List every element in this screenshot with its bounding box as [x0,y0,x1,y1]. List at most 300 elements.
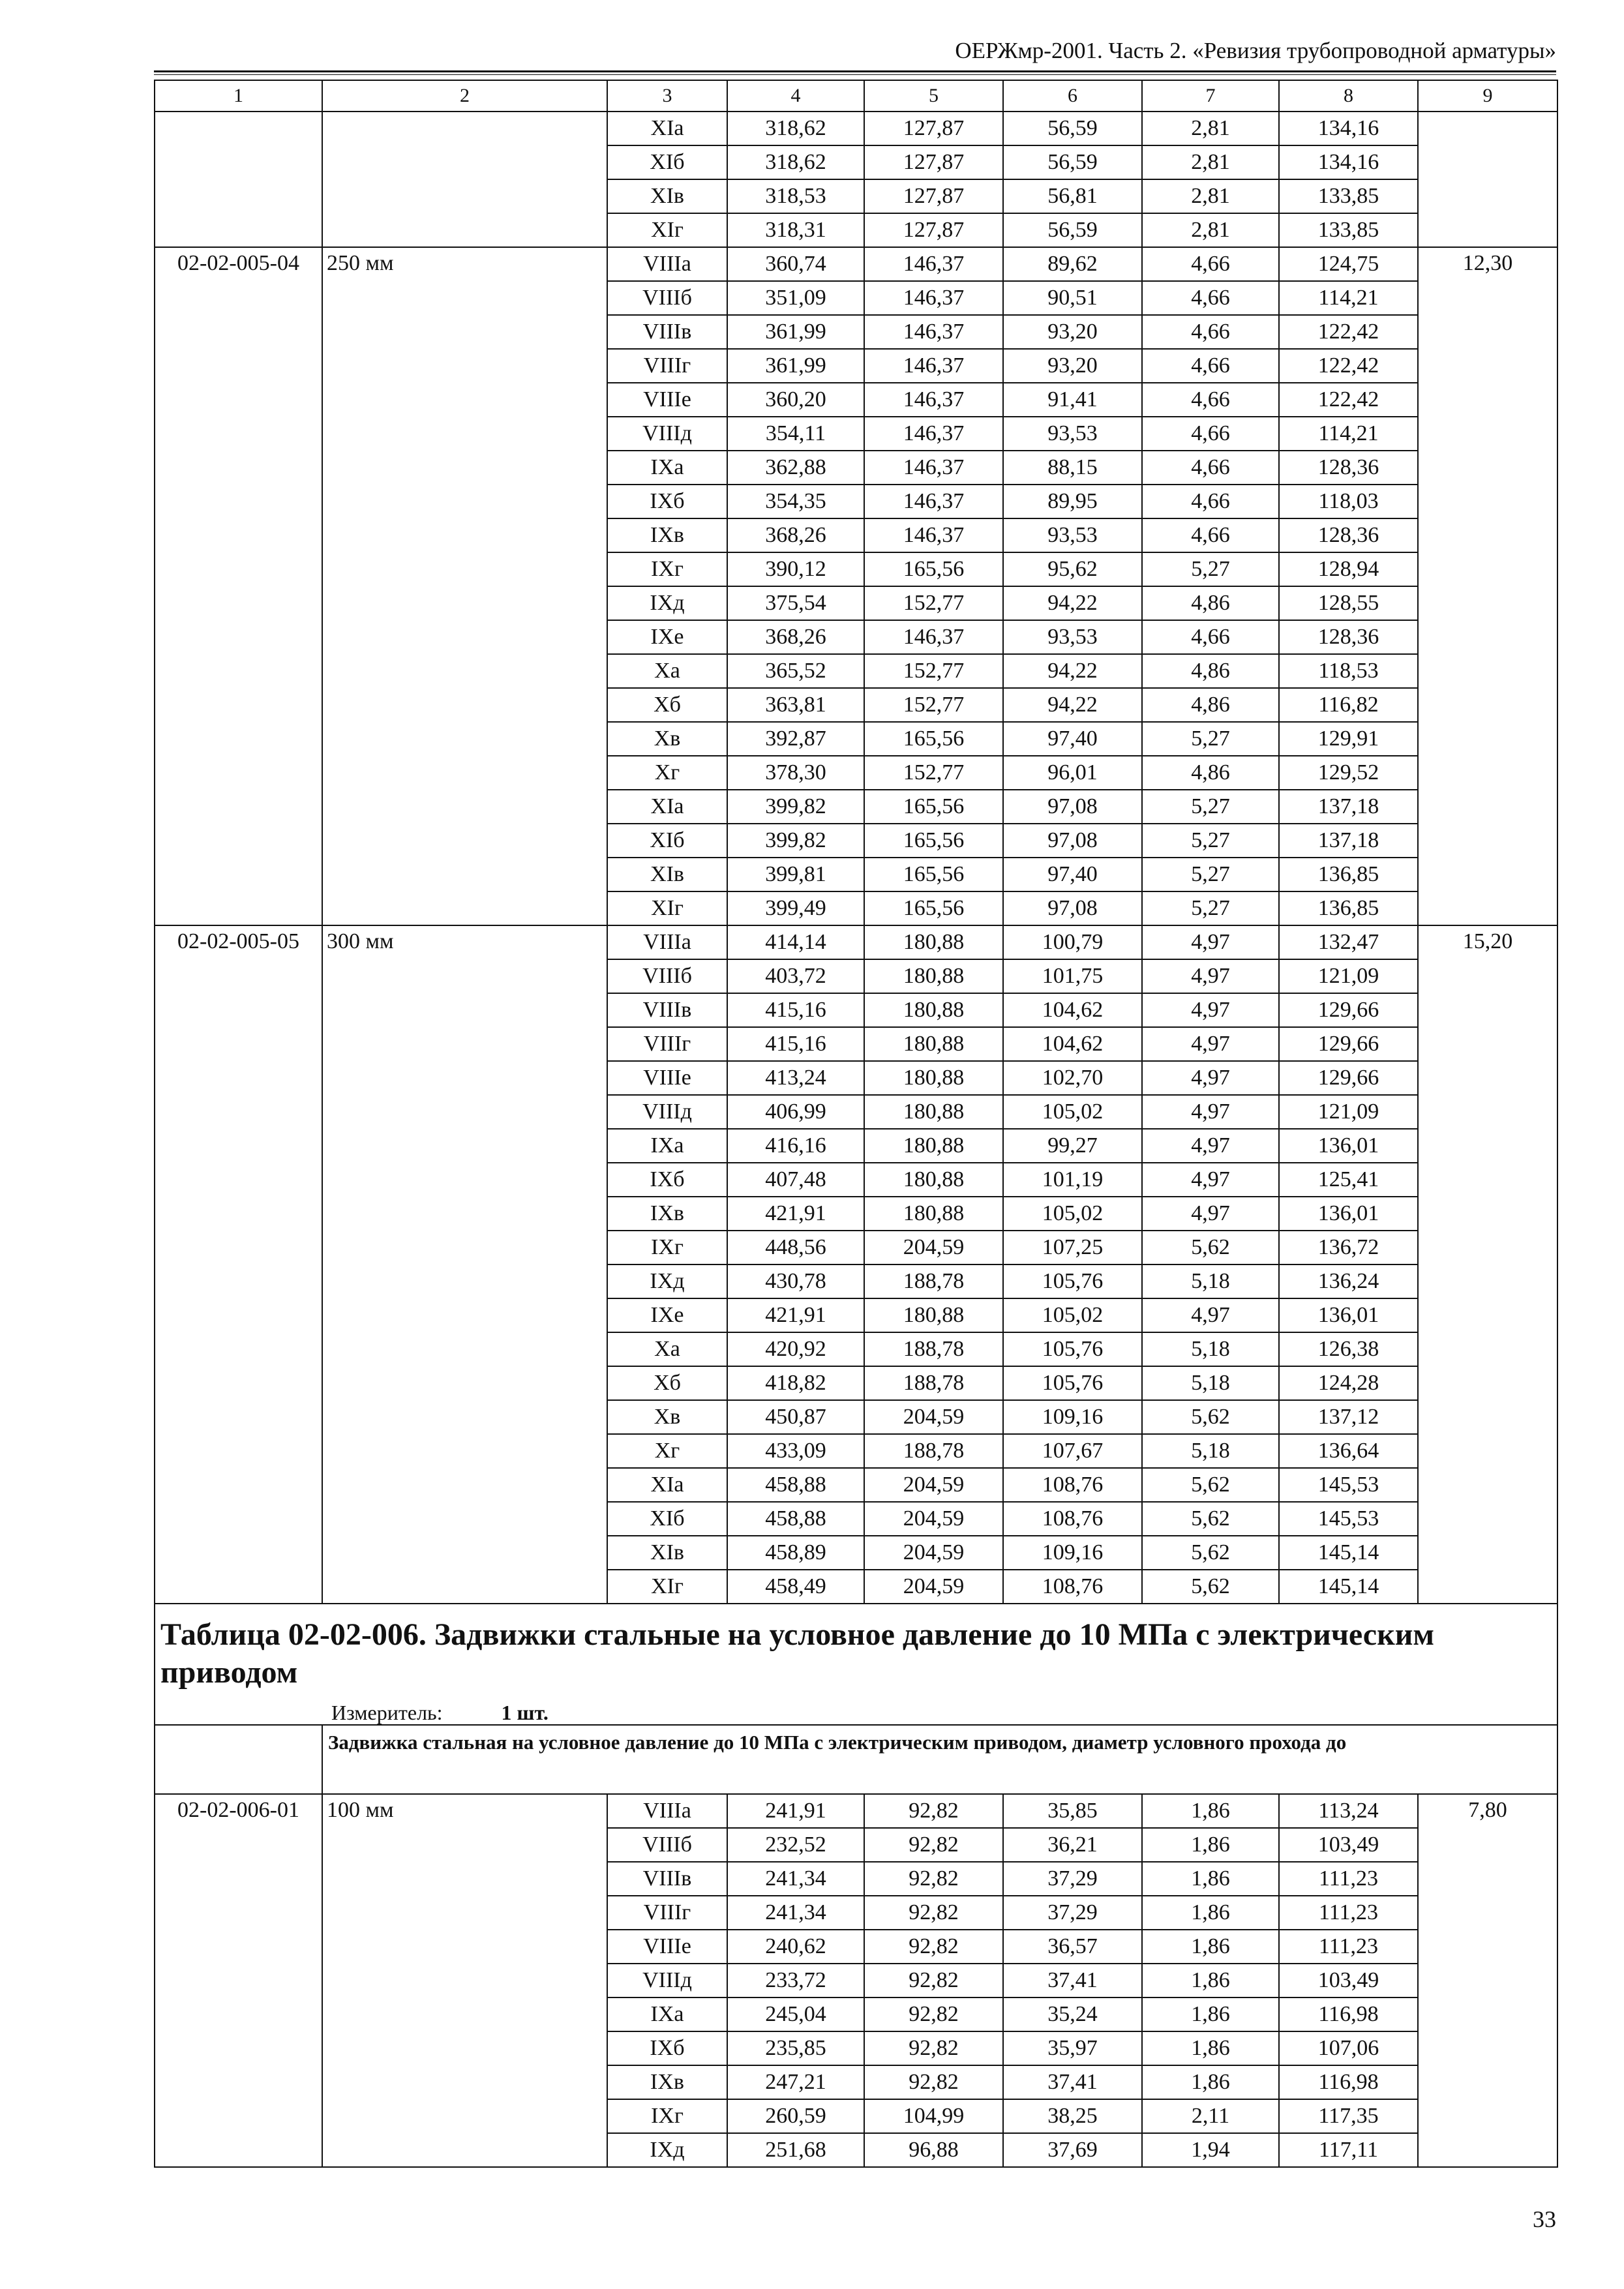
value-cell: 101,75 [1003,959,1142,993]
zone-cell: VIIIб [607,959,727,993]
zone-cell: XIг [607,213,727,247]
value-cell: 38,25 [1003,2099,1142,2133]
value-cell: 101,19 [1003,1163,1142,1197]
value-cell: 122,42 [1279,349,1418,383]
labor-rate: 7,80 [1418,1794,1557,2167]
value-cell: 152,77 [864,688,1003,722]
value-cell: 94,22 [1003,688,1142,722]
value-cell: 93,20 [1003,315,1142,349]
zone-cell: VIIIд [607,1095,727,1129]
value-cell: 104,62 [1003,1027,1142,1061]
zone-cell: VIIIа [607,247,727,281]
value-cell: 4,97 [1142,1027,1279,1061]
value-cell: 2,81 [1142,179,1279,213]
value-cell: 129,91 [1279,722,1418,756]
value-cell: 180,88 [864,1095,1003,1129]
column-number-row [155,80,1557,112]
value-cell: 5,62 [1142,1468,1279,1502]
value-cell: 145,14 [1279,1570,1418,1604]
value-cell: 136,01 [1279,1197,1418,1231]
value-cell: 36,21 [1003,1828,1142,1862]
value-cell: 105,02 [1003,1095,1142,1129]
value-cell: 5,27 [1142,858,1279,891]
rates-table [154,80,1558,2168]
column-number: 1 [155,80,322,112]
zone-cell: IXб [607,1163,727,1197]
zone-cell: IXа [607,1997,727,2031]
value-cell: 5,27 [1142,722,1279,756]
value-cell: 4,66 [1142,417,1279,451]
value-cell: 251,68 [727,2133,864,2167]
value-cell: 399,82 [727,790,864,824]
value-cell: 188,78 [864,1264,1003,1298]
description-spacer [155,1725,322,1794]
value-cell: 37,41 [1003,2065,1142,2099]
table-row [155,247,1557,281]
zone-cell: VIIIг [607,1027,727,1061]
zone-cell: IXд [607,2133,727,2167]
value-cell: 4,97 [1142,1061,1279,1095]
value-cell: 363,81 [727,688,864,722]
value-cell: 102,70 [1003,1061,1142,1095]
value-cell: 180,88 [864,925,1003,959]
value-cell: 97,08 [1003,824,1142,858]
zone-cell: IXв [607,1197,727,1231]
value-cell: 118,53 [1279,654,1418,688]
value-cell: 4,97 [1142,993,1279,1027]
value-cell: 378,30 [727,756,864,790]
value-cell: 4,66 [1142,485,1279,518]
value-cell: 204,59 [864,1502,1003,1536]
zone-cell: IXб [607,2031,727,2065]
work-description: Задвижка стальная на условное давление до 10 МПа с электрическим приводом, диаметр условного прохода до [322,1725,1557,1794]
value-cell: 127,87 [864,179,1003,213]
value-cell: 56,59 [1003,213,1142,247]
value-cell: 5,27 [1142,824,1279,858]
value-cell: 448,56 [727,1231,864,1264]
value-cell: 2,11 [1142,2099,1279,2133]
value-cell: 4,97 [1142,959,1279,993]
value-cell: 92,82 [864,1828,1003,1862]
norm-code [155,112,322,247]
zone-cell: VIIIв [607,993,727,1027]
value-cell: 146,37 [864,485,1003,518]
value-cell: 103,49 [1279,1964,1418,1997]
value-cell: 318,31 [727,213,864,247]
value-cell: 235,85 [727,2031,864,2065]
zone-cell: VIIIб [607,1828,727,1862]
value-cell: 233,72 [727,1964,864,1997]
value-cell: 390,12 [727,552,864,586]
value-cell: 403,72 [727,959,864,993]
value-cell: 152,77 [864,654,1003,688]
zone-cell: Xа [607,1332,727,1366]
value-cell: 37,41 [1003,1964,1142,1997]
value-cell: 145,53 [1279,1468,1418,1502]
value-cell: 368,26 [727,518,864,552]
zone-cell: IXв [607,518,727,552]
value-cell: 128,36 [1279,518,1418,552]
value-cell: 180,88 [864,1129,1003,1163]
value-cell: 204,59 [864,1231,1003,1264]
value-cell: 360,74 [727,247,864,281]
value-cell: 4,97 [1142,925,1279,959]
value-cell: 458,88 [727,1502,864,1536]
zone-cell: IXа [607,1129,727,1163]
norm-code: 02-02-005-05 [155,925,322,1604]
value-cell: 122,42 [1279,383,1418,417]
value-cell: 129,66 [1279,1061,1418,1095]
value-cell: 5,62 [1142,1231,1279,1264]
value-cell: 1,86 [1142,1862,1279,1896]
value-cell: 88,15 [1003,451,1142,485]
value-cell: 204,59 [864,1536,1003,1570]
value-cell: 37,69 [1003,2133,1142,2167]
value-cell: 4,86 [1142,654,1279,688]
zone-cell: XIа [607,790,727,824]
value-cell: 121,09 [1279,959,1418,993]
zone-cell: VIIIа [607,925,727,959]
zone-cell: IXд [607,1264,727,1298]
value-cell: 406,99 [727,1095,864,1129]
value-cell: 132,47 [1279,925,1418,959]
value-cell: 56,81 [1003,179,1142,213]
value-cell: 4,97 [1142,1095,1279,1129]
value-cell: 165,56 [864,790,1003,824]
value-cell: 361,99 [727,315,864,349]
value-cell: 114,21 [1279,281,1418,315]
norm-size: 300 мм [322,925,607,1604]
value-cell: 204,59 [864,1468,1003,1502]
column-number: 2 [322,80,607,112]
value-cell: 56,59 [1003,112,1142,145]
zone-cell: VIIIе [607,1930,727,1964]
table-row [155,112,1557,145]
value-cell: 146,37 [864,518,1003,552]
page-number: 33 [1533,2206,1556,2232]
value-cell: 136,01 [1279,1298,1418,1332]
zone-cell: VIIIд [607,1964,727,1997]
value-cell: 137,18 [1279,790,1418,824]
value-cell: 105,02 [1003,1298,1142,1332]
value-cell: 351,09 [727,281,864,315]
value-cell: 1,86 [1142,2031,1279,2065]
value-cell: 111,23 [1279,1862,1418,1896]
zone-cell: IXв [607,2065,727,2099]
value-cell: 399,81 [727,858,864,891]
value-cell: 4,86 [1142,586,1279,620]
value-cell: 104,62 [1003,993,1142,1027]
value-cell: 5,27 [1142,790,1279,824]
value-cell: 105,76 [1003,1332,1142,1366]
table-title-row [155,1604,1557,1725]
value-cell: 136,85 [1279,891,1418,925]
value-cell: 116,82 [1279,688,1418,722]
value-cell: 128,36 [1279,451,1418,485]
value-cell: 165,56 [864,858,1003,891]
value-cell: 137,18 [1279,824,1418,858]
zone-cell: XIб [607,1502,727,1536]
norm-size [322,112,607,247]
value-cell: 36,57 [1003,1930,1142,1964]
value-cell: 129,66 [1279,993,1418,1027]
value-cell: 180,88 [864,959,1003,993]
value-cell: 111,23 [1279,1930,1418,1964]
value-cell: 35,97 [1003,2031,1142,2065]
zone-cell: IXд [607,586,727,620]
value-cell: 4,66 [1142,620,1279,654]
value-cell: 152,77 [864,586,1003,620]
value-cell: 232,52 [727,1828,864,1862]
column-number: 7 [1142,80,1279,112]
value-cell: 4,66 [1142,281,1279,315]
value-cell: 450,87 [727,1400,864,1434]
value-cell: 37,29 [1003,1862,1142,1896]
value-cell: 116,98 [1279,1997,1418,2031]
value-cell: 109,16 [1003,1400,1142,1434]
value-cell: 318,62 [727,145,864,179]
value-cell: 5,62 [1142,1536,1279,1570]
value-cell: 362,88 [727,451,864,485]
value-cell: 4,66 [1142,349,1279,383]
zone-cell: IXе [607,1298,727,1332]
zone-cell: XIб [607,145,727,179]
value-cell: 241,91 [727,1794,864,1828]
value-cell: 97,40 [1003,722,1142,756]
zone-cell: IXг [607,2099,727,2133]
value-cell: 165,56 [864,891,1003,925]
value-cell: 421,91 [727,1197,864,1231]
value-cell: 5,18 [1142,1332,1279,1366]
zone-cell: XIа [607,112,727,145]
zone-cell: VIIIг [607,349,727,383]
value-cell: 111,23 [1279,1896,1418,1930]
value-cell: 96,01 [1003,756,1142,790]
value-cell: 4,66 [1142,315,1279,349]
value-cell: 146,37 [864,451,1003,485]
value-cell: 124,28 [1279,1366,1418,1400]
value-cell: 1,94 [1142,2133,1279,2167]
table-title: Таблица 02-02-006. Задвижки стальные на условное давление до 10 МПа с электрическим приводом [160,1617,1435,1690]
value-cell: 354,11 [727,417,864,451]
unit-label: Измеритель: [331,1701,443,1724]
value-cell: 127,87 [864,213,1003,247]
value-cell: 105,76 [1003,1366,1142,1400]
value-cell: 4,97 [1142,1298,1279,1332]
value-cell: 180,88 [864,1298,1003,1332]
column-number: 9 [1418,80,1557,112]
value-cell: 95,62 [1003,552,1142,586]
value-cell: 128,55 [1279,586,1418,620]
value-cell: 180,88 [864,993,1003,1027]
value-cell: 92,82 [864,1997,1003,2031]
value-cell: 407,48 [727,1163,864,1197]
table-title-cell [155,1604,1557,1725]
value-cell: 117,35 [1279,2099,1418,2133]
value-cell: 136,85 [1279,858,1418,891]
zone-cell: Xа [607,654,727,688]
value-cell: 93,53 [1003,518,1142,552]
header-rule [154,70,1556,72]
value-cell: 122,42 [1279,315,1418,349]
value-cell: 1,86 [1142,1930,1279,1964]
zone-cell: VIIIа [607,1794,727,1828]
value-cell: 118,03 [1279,485,1418,518]
value-cell: 247,21 [727,2065,864,2099]
value-cell: 241,34 [727,1862,864,1896]
value-cell: 104,99 [864,2099,1003,2133]
value-cell: 421,91 [727,1298,864,1332]
value-cell: 399,49 [727,891,864,925]
value-cell: 5,62 [1142,1502,1279,1536]
norm-size: 100 мм [322,1794,607,2167]
value-cell: 413,24 [727,1061,864,1095]
value-cell: 458,89 [727,1536,864,1570]
value-cell: 94,22 [1003,654,1142,688]
zone-cell: Xв [607,1400,727,1434]
value-cell: 128,94 [1279,552,1418,586]
labor-rate: 12,30 [1418,247,1557,925]
value-cell: 116,98 [1279,2065,1418,2099]
value-cell: 4,66 [1142,518,1279,552]
value-cell: 92,82 [864,1794,1003,1828]
value-cell: 90,51 [1003,281,1142,315]
column-number: 4 [727,80,864,112]
zone-cell: VIIIв [607,1862,727,1896]
value-cell: 96,88 [864,2133,1003,2167]
value-cell: 146,37 [864,281,1003,315]
value-cell: 241,34 [727,1896,864,1930]
column-number: 5 [864,80,1003,112]
value-cell: 361,99 [727,349,864,383]
value-cell: 92,82 [864,1930,1003,1964]
value-cell: 4,86 [1142,688,1279,722]
value-cell: 146,37 [864,620,1003,654]
value-cell: 180,88 [864,1197,1003,1231]
value-cell: 4,86 [1142,756,1279,790]
value-cell: 414,14 [727,925,864,959]
value-cell: 103,49 [1279,1828,1418,1862]
labor-rate: 15,20 [1418,925,1557,1604]
value-cell: 105,76 [1003,1264,1142,1298]
value-cell: 1,86 [1142,1997,1279,2031]
value-cell: 2,81 [1142,112,1279,145]
value-cell: 4,97 [1142,1163,1279,1197]
norm-code: 02-02-005-04 [155,247,322,925]
value-cell: 35,24 [1003,1997,1142,2031]
value-cell: 136,64 [1279,1434,1418,1468]
zone-cell: Xг [607,1434,727,1468]
value-cell: 399,82 [727,824,864,858]
value-cell: 89,95 [1003,485,1142,518]
value-cell: 4,66 [1142,451,1279,485]
value-cell: 180,88 [864,1163,1003,1197]
value-cell: 204,59 [864,1400,1003,1434]
zone-cell: IXг [607,1231,727,1264]
value-cell: 4,66 [1142,247,1279,281]
value-cell: 5,27 [1142,552,1279,586]
zone-cell: Xб [607,1366,727,1400]
value-cell: 97,08 [1003,891,1142,925]
value-cell: 127,87 [864,112,1003,145]
value-cell: 117,11 [1279,2133,1418,2167]
value-cell: 108,76 [1003,1570,1142,1604]
value-cell: 129,52 [1279,756,1418,790]
value-cell: 97,40 [1003,858,1142,891]
value-cell: 93,53 [1003,417,1142,451]
value-cell: 365,52 [727,654,864,688]
zone-cell: VIIIг [607,1896,727,1930]
description-row [155,1725,1557,1794]
value-cell: 105,02 [1003,1197,1142,1231]
value-cell: 134,16 [1279,145,1418,179]
value-cell: 136,24 [1279,1264,1418,1298]
value-cell: 136,72 [1279,1231,1418,1264]
value-cell: 108,76 [1003,1468,1142,1502]
value-cell: 93,53 [1003,620,1142,654]
value-cell: 137,12 [1279,1400,1418,1434]
value-cell: 114,21 [1279,417,1418,451]
value-cell: 136,01 [1279,1129,1418,1163]
value-cell: 416,16 [727,1129,864,1163]
value-cell: 5,62 [1142,1570,1279,1604]
value-cell: 127,87 [864,145,1003,179]
value-cell: 99,27 [1003,1129,1142,1163]
value-cell: 1,86 [1142,1896,1279,1930]
table-row [155,1794,1557,1828]
value-cell: 146,37 [864,383,1003,417]
value-cell: 245,04 [727,1997,864,2031]
value-cell: 5,18 [1142,1264,1279,1298]
value-cell: 458,49 [727,1570,864,1604]
zone-cell: XIб [607,824,727,858]
value-cell: 430,78 [727,1264,864,1298]
value-cell: 188,78 [864,1332,1003,1366]
value-cell: 392,87 [727,722,864,756]
norm-code: 02-02-006-01 [155,1794,322,2167]
value-cell: 113,24 [1279,1794,1418,1828]
value-cell: 107,67 [1003,1434,1142,1468]
zone-cell: XIа [607,1468,727,1502]
column-number: 6 [1003,80,1142,112]
value-cell: 37,29 [1003,1896,1142,1930]
value-cell: 188,78 [864,1366,1003,1400]
value-cell: 165,56 [864,722,1003,756]
column-number: 3 [607,80,727,112]
value-cell: 125,41 [1279,1163,1418,1197]
value-cell: 124,75 [1279,247,1418,281]
value-cell: 4,66 [1142,383,1279,417]
value-cell: 433,09 [727,1434,864,1468]
value-cell: 121,09 [1279,1095,1418,1129]
zone-cell: XIг [607,1570,727,1604]
zone-cell: VIIIе [607,1061,727,1095]
value-cell: 180,88 [864,1027,1003,1061]
value-cell: 92,82 [864,2065,1003,2099]
value-cell: 1,86 [1142,1964,1279,1997]
zone-cell: XIв [607,858,727,891]
value-cell: 260,59 [727,2099,864,2133]
value-cell: 146,37 [864,417,1003,451]
running-header: ОЕРЖмр-2001. Часть 2. «Ревизия трубопроводной арматуры» [955,38,1556,63]
zone-cell: XIг [607,891,727,925]
value-cell: 1,86 [1142,1794,1279,1828]
labor-rate [1418,112,1557,247]
value-cell: 415,16 [727,993,864,1027]
value-cell: 89,62 [1003,247,1142,281]
value-cell: 415,16 [727,1027,864,1061]
value-cell: 5,18 [1142,1434,1279,1468]
